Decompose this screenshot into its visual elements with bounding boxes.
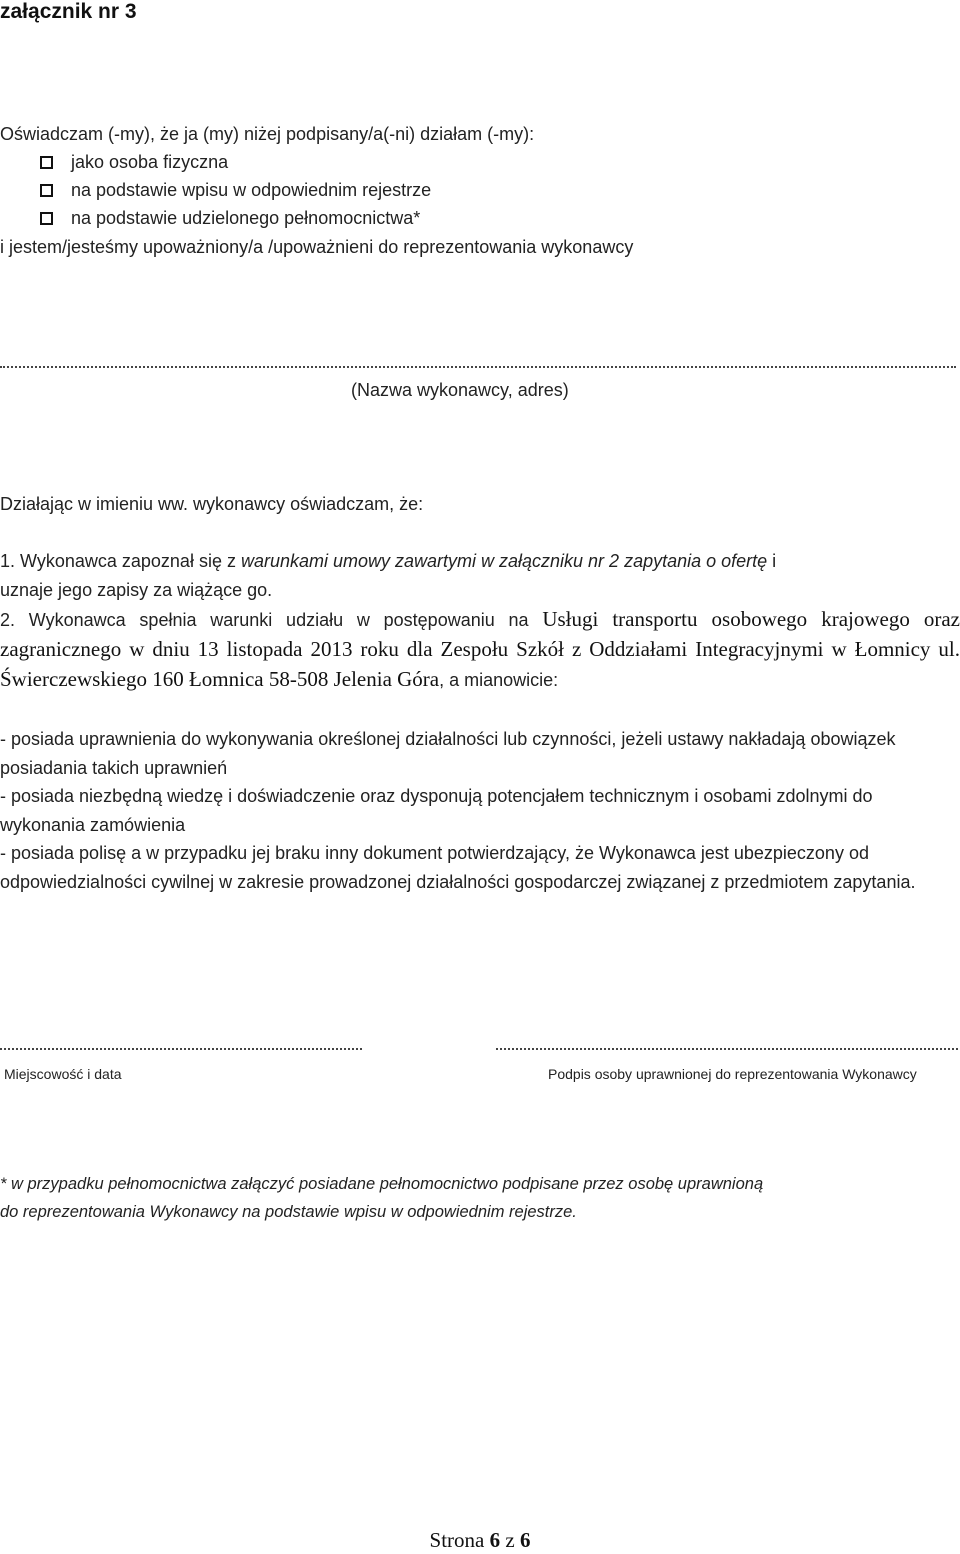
requirements-list bbox=[0, 725, 960, 896]
option-power-of-attorney[interactable] bbox=[40, 208, 420, 229]
point-1-lead: 1. Wykonawca zapoznał się z bbox=[0, 551, 241, 571]
list-item: - posiada niezbędną wiedzę i doświadczenie oraz dysponują potencjałem technicznym i osobami zdolnymi do wykonania zamówienia bbox=[0, 786, 873, 835]
point-1-line-1 bbox=[0, 551, 776, 572]
footnote-line: do reprezentowania Wykonawcy na podstawie wpisu w odpowiednim rejestrze. bbox=[0, 1203, 577, 1221]
checkbox-icon[interactable] bbox=[40, 212, 53, 225]
point-2-service: Usługi transportu osobowego krajowego oraz zagranicznego w dniu 13 listopada 2013 roku dla Zespołu Szkół z Oddziałami Integracyjnymi w Łomnicy ul. Świerczewskiego 160 Łomnica 58-508 Jelenia Góra bbox=[0, 607, 960, 691]
option-label: jako osoba fizyczna bbox=[71, 152, 229, 172]
declaration-intro: Oświadczam (-my), że ja (my) niżej podpisany/a(-ni) działam (-my): bbox=[0, 124, 535, 144]
list-item: - posiada polisę a w przypadku jej braku inny dokument potwierdzający, że Wykonawca jest ubezpieczony od odpowiedzialności cywilnej w zakresie prowadzonej działalności gospodarczej związanej z przedmiotem zapytania. bbox=[0, 843, 916, 892]
option-label: na podstawie udzielonego pełnomocnictwa* bbox=[71, 208, 421, 228]
point-1-line-2: uznaje jego zapisy za wiążące go. bbox=[0, 580, 273, 600]
acting-statement: Działając w imieniu ww. wykonawcy oświadczam, że: bbox=[0, 494, 424, 514]
page-number bbox=[0, 1528, 960, 1553]
current-page: 6 bbox=[489, 1528, 501, 1552]
option-natural-person[interactable] bbox=[40, 152, 228, 173]
place-date-line[interactable] bbox=[0, 1048, 362, 1050]
footnote bbox=[0, 1170, 960, 1226]
attachment-title: załącznik nr 3 bbox=[0, 0, 137, 23]
contractor-caption: (Nazwa wykonawcy, adres) bbox=[351, 380, 569, 400]
point-2-lead: 2. Wykonawca spełnia warunki udziału w postępowaniu na bbox=[0, 610, 543, 630]
signature-line[interactable] bbox=[496, 1048, 958, 1050]
checkbox-icon[interactable] bbox=[40, 156, 53, 169]
list-item: - posiada uprawnienia do wykonywania określonej działalności lub czynności, jeżeli ustawy nakładają obowiązek posiadania takich uprawnień bbox=[0, 729, 896, 778]
total-pages: 6 bbox=[519, 1528, 531, 1552]
authorization-statement: i jestem/jesteśmy upoważniony/a /upoważnieni do reprezentowania wykonawcy bbox=[0, 237, 634, 257]
point-1-italic: warunkami umowy zawartymi w załączniku nr 2 zapytania o ofertę bbox=[240, 551, 768, 571]
point-2-tail: , a mianowicie: bbox=[439, 670, 559, 690]
place-date-label: Miejscowość i data bbox=[4, 1066, 122, 1082]
of-word: z bbox=[505, 1528, 515, 1552]
option-registry-entry[interactable] bbox=[40, 180, 431, 201]
contractor-name-line[interactable] bbox=[0, 366, 956, 368]
page-word: Strona bbox=[429, 1528, 485, 1552]
footnote-line: * w przypadku pełnomocnictwa załączyć posiadane pełnomocnictwo podpisane przez osobę uprawnioną bbox=[0, 1175, 764, 1193]
point-1-tail: i bbox=[767, 551, 777, 571]
checkbox-icon[interactable] bbox=[40, 184, 53, 197]
option-label: na podstawie wpisu w odpowiednim rejestrze bbox=[71, 180, 432, 200]
point-2-paragraph bbox=[0, 605, 960, 695]
signature-label: Podpis osoby uprawnionej do reprezentowania Wykonawcy bbox=[548, 1066, 917, 1082]
